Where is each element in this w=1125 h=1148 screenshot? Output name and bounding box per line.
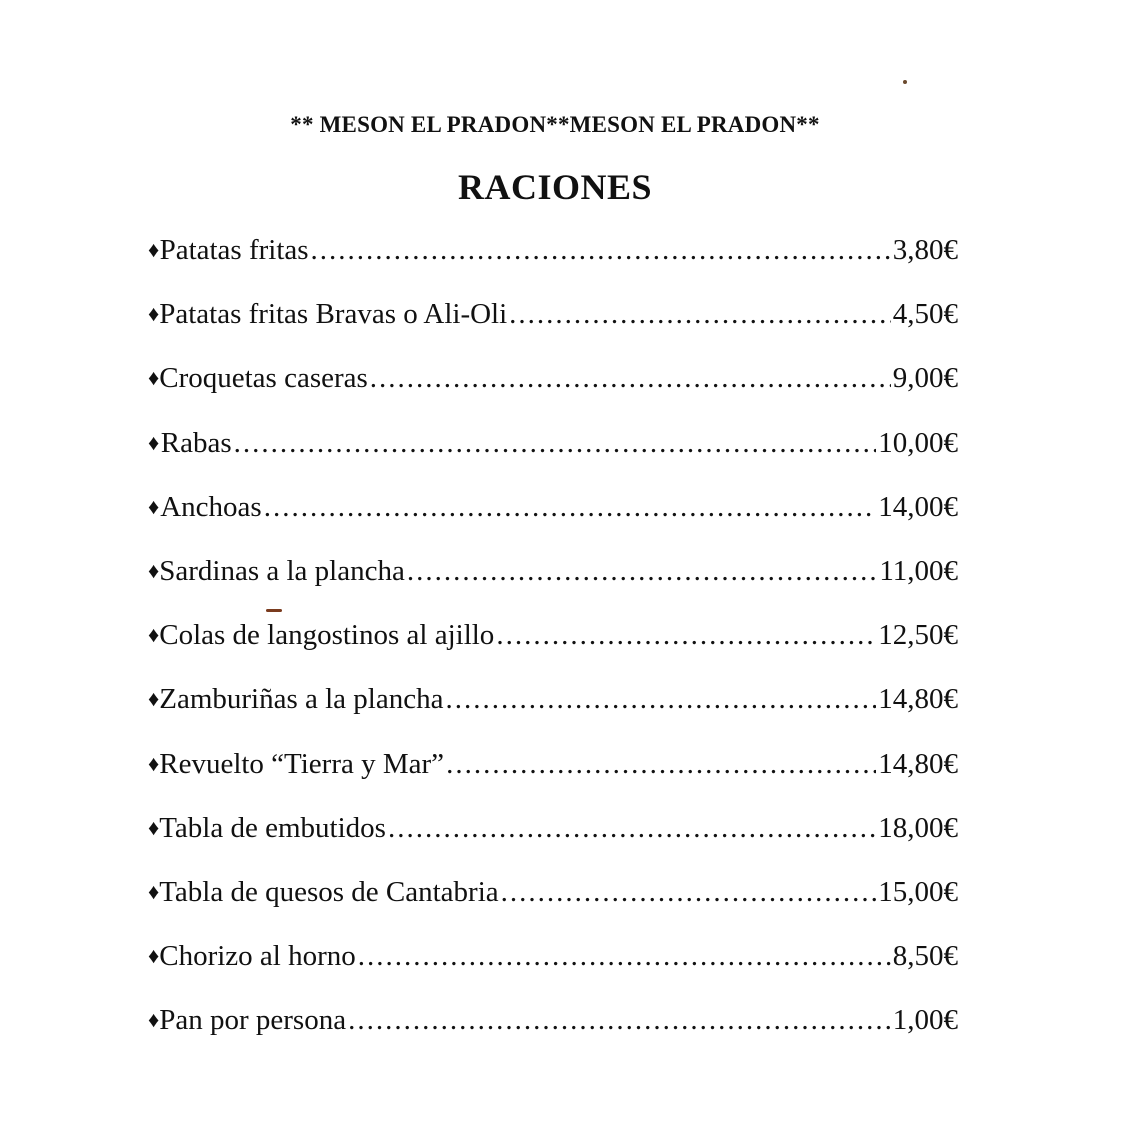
dot-leader xyxy=(370,362,891,395)
item-price: 4,50€ xyxy=(892,298,958,331)
item-name: Sardinas a la plancha xyxy=(159,554,405,587)
scan-speck xyxy=(266,609,282,612)
diamond-bullet-icon: ♦ xyxy=(148,622,160,648)
section-title: RACIONES xyxy=(457,167,653,207)
dot-leader xyxy=(445,683,876,716)
diamond-bullet-icon: ♦ xyxy=(148,750,160,776)
item-name: Tabla de embutidos xyxy=(159,811,386,844)
item-price: 15,00€ xyxy=(878,875,958,908)
menu-item xyxy=(148,362,958,426)
item-name: Colas de langostinos al ajillo xyxy=(159,619,495,652)
dot-leader xyxy=(348,1004,891,1037)
diamond-bullet-icon: ♦ xyxy=(148,365,160,391)
dot-leader xyxy=(446,748,876,781)
dot-leader xyxy=(407,555,877,588)
restaurant-banner: ** MESON EL PRADON**MESON EL PRADON** xyxy=(290,112,820,137)
diamond-bullet-icon: ♦ xyxy=(148,301,160,327)
dot-leader xyxy=(234,427,877,460)
dot-leader xyxy=(264,491,877,524)
item-name: Patatas fritas Bravas o Ali-Oli xyxy=(159,298,508,331)
diamond-bullet-icon: ♦ xyxy=(148,878,160,904)
dot-leader xyxy=(496,619,876,652)
item-name: Zamburiñas a la plancha xyxy=(159,683,444,716)
item-price: 10,00€ xyxy=(878,426,958,459)
menu-item xyxy=(148,683,958,747)
menu-item xyxy=(148,619,958,683)
item-price: 12,50€ xyxy=(878,619,958,652)
dot-leader xyxy=(358,940,891,973)
diamond-bullet-icon: ♦ xyxy=(148,1007,160,1033)
item-price: 14,00€ xyxy=(878,490,958,523)
menu-list xyxy=(148,234,958,1068)
dot-leader xyxy=(311,234,891,267)
item-name: Revuelto “Tierra y Mar” xyxy=(159,747,445,780)
item-price: 3,80€ xyxy=(892,234,958,266)
dot-leader xyxy=(388,812,876,845)
menu-item xyxy=(148,491,958,555)
item-price: 1,00€ xyxy=(892,1004,958,1037)
item-price: 14,80€ xyxy=(878,747,958,780)
item-name: Rabas xyxy=(160,426,232,459)
diamond-bullet-icon: ♦ xyxy=(148,557,160,583)
menu-item xyxy=(148,812,958,876)
menu-item xyxy=(148,748,958,812)
item-price: 18,00€ xyxy=(878,811,958,844)
item-name: Anchoas xyxy=(160,490,262,523)
diamond-bullet-icon: ♦ xyxy=(148,429,160,455)
item-price: 14,80€ xyxy=(878,683,958,716)
item-name: Croquetas caseras xyxy=(159,362,368,395)
menu-item xyxy=(148,1004,958,1068)
diamond-bullet-icon: ♦ xyxy=(148,686,160,712)
scan-speck xyxy=(903,80,907,84)
menu-item xyxy=(148,876,958,940)
diamond-bullet-icon: ♦ xyxy=(148,493,160,519)
dot-leader xyxy=(501,876,877,909)
item-name: Patatas fritas xyxy=(159,234,309,266)
item-name: Pan por persona xyxy=(159,1004,347,1037)
diamond-bullet-icon: ♦ xyxy=(148,943,160,969)
diamond-bullet-icon: ♦ xyxy=(148,814,160,840)
menu-item xyxy=(148,234,958,298)
item-price: 9,00€ xyxy=(892,362,958,395)
dot-leader xyxy=(509,298,891,331)
menu-item xyxy=(148,427,958,491)
diamond-bullet-icon: ♦ xyxy=(148,237,160,262)
item-price: 11,00€ xyxy=(879,554,958,587)
item-price: 8,50€ xyxy=(892,940,958,973)
item-name: Tabla de quesos de Cantabria xyxy=(159,875,499,908)
item-name: Chorizo al horno xyxy=(159,940,356,973)
menu-item xyxy=(148,298,958,362)
menu-item xyxy=(148,940,958,1004)
